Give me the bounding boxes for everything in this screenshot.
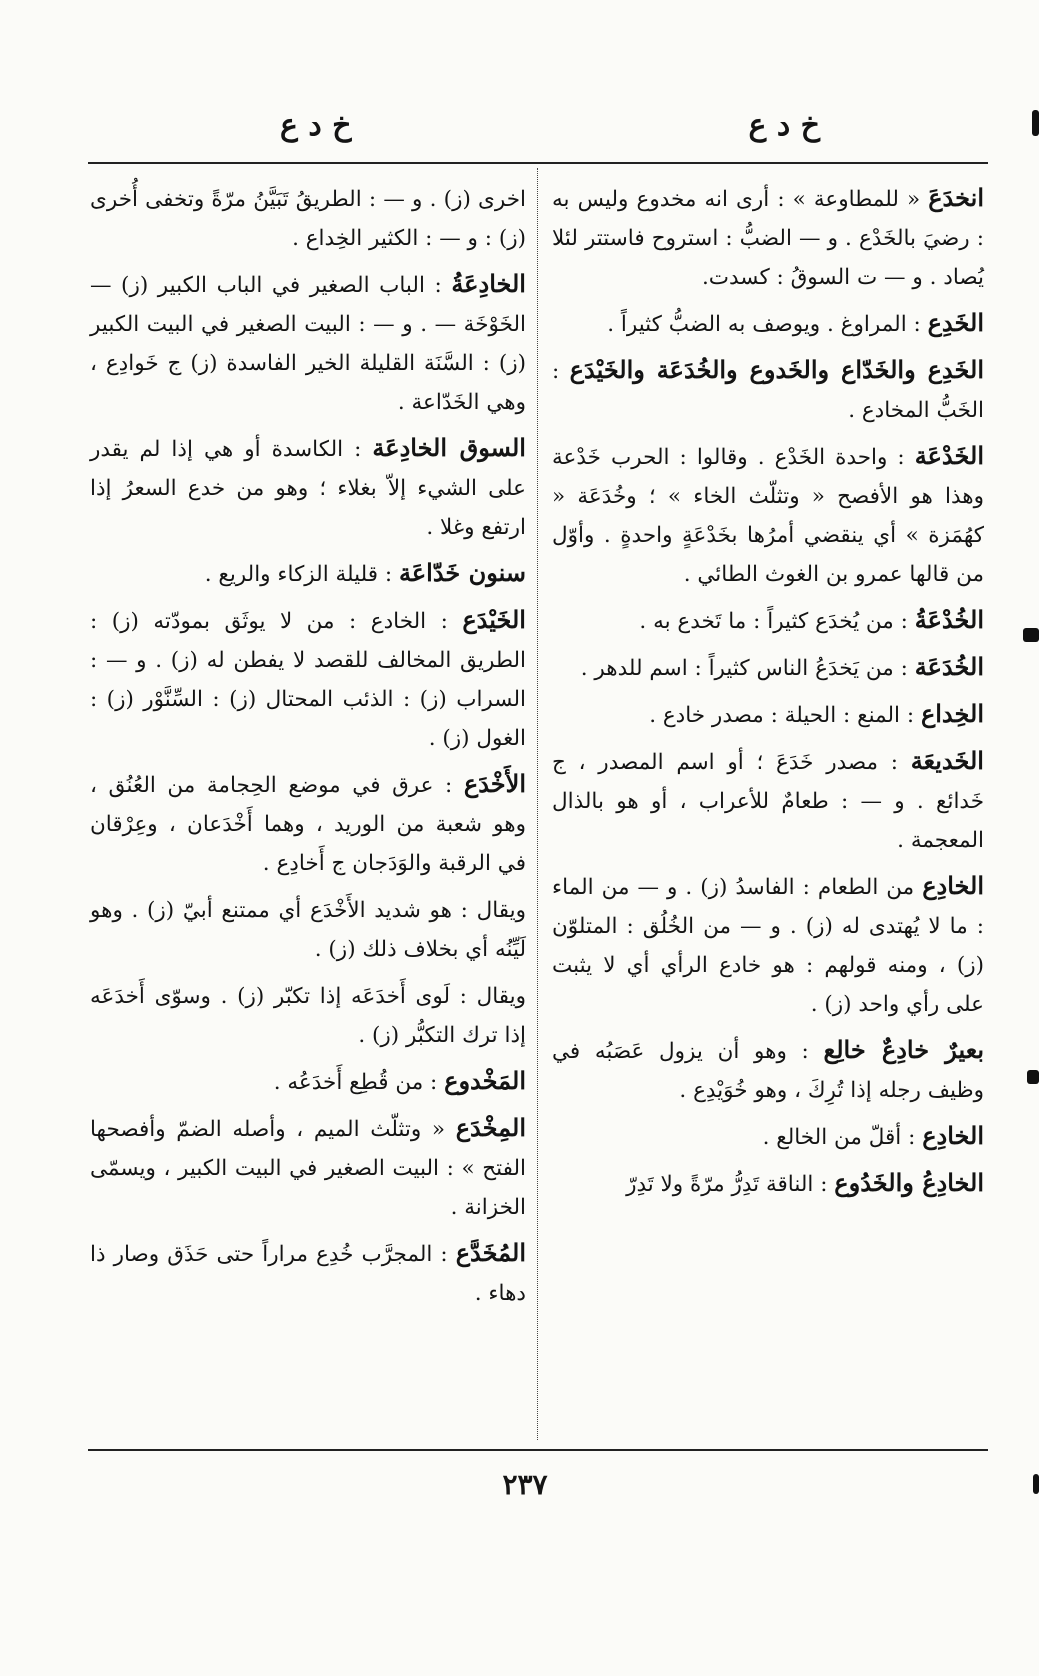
entry-definition: : وهو أن يزول عَصَبُه في وظيف رجله إذا تُرِكَ ، وهو خُوَيْدِع . (552, 1039, 984, 1103)
entry-headword: الخُدْعَةُ (914, 605, 984, 634)
dictionary-entry (552, 647, 984, 688)
entry-definition: اخرى (ز) . و — : الطريقُ تَبَيَّنُ مرّةً وتخفى أُخرى (ز) : و — : الكثير الخِداع . (90, 187, 526, 251)
dictionary-entry (552, 694, 984, 735)
entry-headword: الخَدْعَة (914, 441, 984, 470)
entry-headword: الخَدِع والخَدّاع والخَدوع والخُدَعَة والخَيْدَع (569, 355, 984, 384)
entry-headword: انخدَعَ (928, 183, 984, 212)
dictionary-entry (552, 600, 984, 641)
dictionary-entry (552, 741, 984, 860)
entry-definition: : من قُطِع أَخدَعُه . (273, 1070, 438, 1095)
dictionary-entry (552, 436, 984, 594)
left-running-head: خ د ع (280, 108, 352, 143)
right-column (552, 178, 984, 1210)
entry-definition: : من يُخدَع كثيراً : ما تَخدع به . (639, 609, 908, 634)
entry-definition: « للمطاوعة » : أرى انه مخدوع وليس به : رضيَ بالخَدْع . و — الضبُّ : استروح فاستتر لئلا يُصاد . و — ت السوقُ : كسدت. (552, 187, 984, 290)
dictionary-entry (90, 764, 526, 883)
dictionary-entry (552, 1163, 984, 1204)
entry-definition: ويقال : هو شديد الأَخْدَع أي ممتنع أبيّ (ز) . وهو لَيِّنُه أي بخلاف ذلك (ز) . (90, 898, 526, 962)
entry-definition: ويقال : لَوى أَخدَعَه إذا تكبّر (ز) . وسوّى أَخدَعَه إذا ترك التكبُّر (ز) . (90, 984, 526, 1048)
entry-headword: السوق الخادِعَة (372, 433, 526, 462)
entry-definition: « وتثلّث الميم ، وأصله الضمّ وأفصحها الفتح » : البيت الصغير في البيت الكبير ، ويسمّى الخزانة . (90, 1117, 526, 1220)
entry-definition: : عرق في موضع الحِجامة من العُنُق ، وهو شعبة من الوريد ، وهما أَخْدَعان ، وعِرْقان في الرقبة والوَدَجان ج أَخادِع . (90, 773, 526, 876)
dictionary-entry (90, 1233, 526, 1313)
entry-headword: المَخْدوع (444, 1066, 526, 1095)
entry-headword: المِخْدَع (455, 1113, 526, 1142)
dictionary-entry (552, 303, 984, 344)
entry-headword: الخِداع (920, 699, 984, 728)
edge-mark-4 (1033, 1474, 1039, 1494)
entry-headword: الخادِعَةُ (451, 269, 526, 298)
entry-definition: : من يَخدَعُ الناس كثيراً : اسم للدهر . (580, 656, 908, 681)
dictionary-entry (90, 600, 526, 758)
top-rule (88, 162, 988, 164)
page-header (90, 108, 990, 158)
dictionary-entry (552, 866, 984, 1024)
entry-headword: الخَيْدَع (462, 605, 526, 634)
dictionary-entry (552, 1030, 984, 1110)
entry-definition: : الكاسدة أو هي إذا لم يقدر على الشيء إلاّ بغلاء ؛ وهو من خدع السعرُ إذا ارتفع وغلا . (90, 437, 526, 540)
dictionary-entry (90, 975, 526, 1055)
entry-definition: : المراوغ . ويوصف به الضبُّ كثيراً . (607, 312, 921, 337)
dictionary-entry (90, 553, 526, 594)
dictionary-entry (90, 264, 526, 422)
entry-headword: الأَخْدَع (463, 769, 526, 798)
dictionary-entry (90, 178, 526, 258)
entry-headword: الخادِع (922, 871, 984, 900)
dictionary-entry (552, 350, 984, 430)
entry-definition: : المنع : الحيلة : مصدر خادع . (649, 703, 915, 728)
entry-headword: سنون خَدّاعَة (398, 558, 526, 587)
entry-definition: : أقلّ من الخالع . (762, 1125, 916, 1150)
entry-headword: الخَديعَة (910, 746, 984, 775)
dictionary-entry (90, 428, 526, 547)
edge-mark-3 (1027, 1070, 1039, 1084)
dictionary-entry (552, 178, 984, 297)
entry-definition: : المجرَّب خُدِع مراراً حتى حَذَق وصار ذا دهاء . (90, 1242, 526, 1306)
entry-definition: : واحدة الخَدْع . وقالوا : الحرب خَدْعة وهذا هو الأفصح « وتثلّث الخاء » ؛ وخُدَعَة « كهُمَزة » أي ينقضي أمرُها بخَدْعَةٍ واحدةٍ . وأوّل من قالها عمرو بن الغوث الطائي . (552, 445, 984, 587)
entry-headword: الخُدَعَة (914, 652, 984, 681)
entry-headword: الخَدِع (927, 308, 984, 337)
column-divider (537, 168, 538, 1440)
entry-definition: : الخَبُّ المخادع . (552, 359, 984, 423)
left-column (90, 178, 526, 1319)
page-number: ٢٣٧ (502, 1468, 548, 1501)
bottom-rule (88, 1449, 988, 1451)
dictionary-entry (90, 889, 526, 969)
entry-headword: الخادِع (922, 1121, 984, 1150)
entry-headword: بعيرٌ خادِعٌ خالِع (823, 1035, 985, 1064)
edge-mark-1 (1032, 110, 1039, 136)
entry-definition: : مصدر خَدَعَ ؛ أو اسم المصدر ، ج خَدائع . و — : طعامٌ للأعراب ، أو هو بالذال المعجمة . (552, 750, 984, 853)
entry-definition: : الباب الصغير في الباب الكبير (ز) — الخَوْخَة — . و — : البيت الصغير في البيت الكبير (ز) : السَّنَة القليلة الخير الفاسدة (ز) ج خَوادِع ، وهي الخَدّاعة . (90, 273, 526, 415)
edge-mark-2 (1023, 628, 1039, 642)
dictionary-entry (552, 1116, 984, 1157)
right-running-head: خ د ع (748, 108, 820, 143)
entry-definition: : الناقة تَدِرُّ مرّةً ولا تَدِرّ (626, 1172, 828, 1197)
entry-definition: : قليلة الزكاء والريع . (204, 562, 393, 587)
entry-headword: المُخَدَّع (455, 1238, 526, 1267)
entry-headword: الخادِعُ والخَدُوع (834, 1168, 984, 1197)
entry-definition: من الطعام : الفاسدُ (ز) . و — من الماء : ما لا يُهتدى له (ز) . و — من الخُلُق : المتلوّن (ز) ، ومنه قولهم : هو خادع الرأي أي لا يثبت على رأي واحد (ز) . (552, 875, 984, 1017)
entry-definition: : الخادع : من لا يوثَق بمودّته (ز) : الطريق المخالف للقصد لا يفطن له (ز) . و — : السراب (ز) : الذئب المحتال (ز) : السِّنَّوْر (ز) : الغول (ز) . (90, 609, 526, 751)
dictionary-entry (90, 1061, 526, 1102)
dictionary-entry (90, 1108, 526, 1227)
